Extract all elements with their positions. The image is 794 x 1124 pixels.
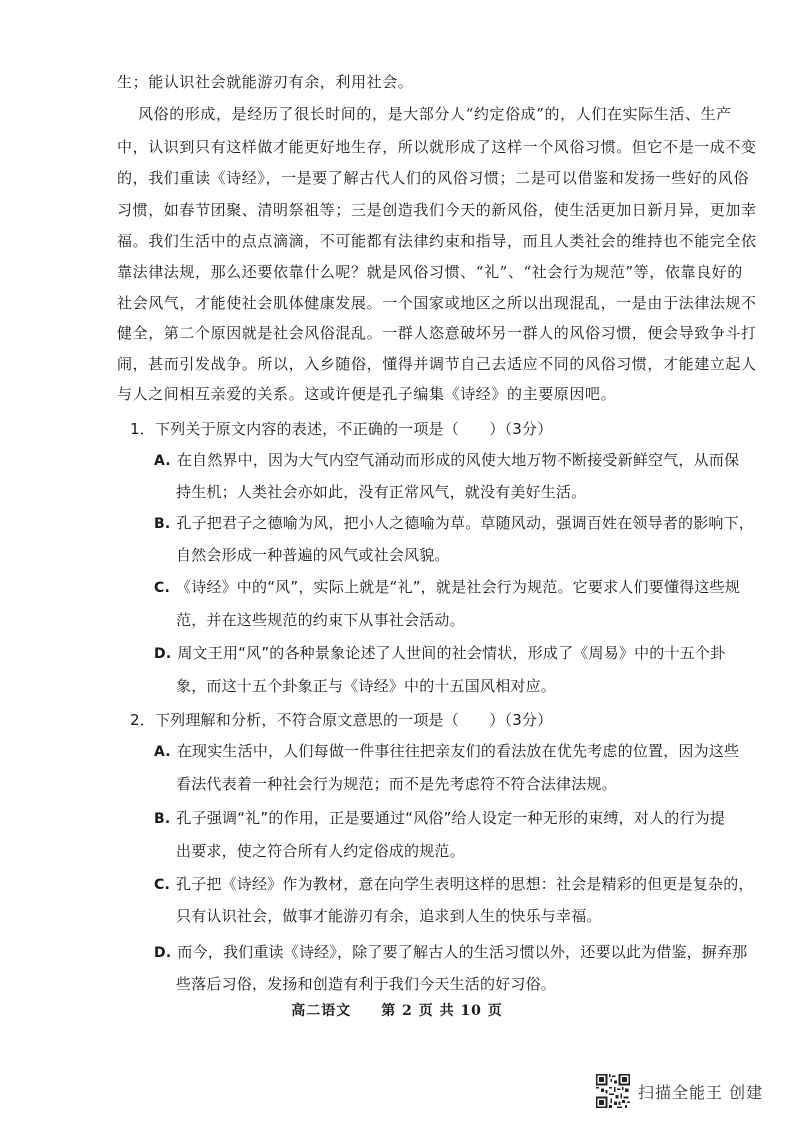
option-letter: B. <box>154 811 171 827</box>
q1-option-c <box>154 577 740 598</box>
passage-line: 福。我们生活中的点点滴滴，不可能都有法律约束和指导，而且人类社会的维持也不能完全依 <box>117 232 757 250</box>
qr-code-icon <box>596 1074 630 1108</box>
q2-option-b <box>154 808 725 829</box>
passage-line: 风俗的形成，是经历了很长时间的，是大部分人“约定俗成”的，人们在实际生活、生产 <box>138 105 732 123</box>
option-text: 而今，我们重读《诗经》，除了要了解古人的生活习惯以外，还要以此为借鉴，摒弃那 <box>177 943 748 961</box>
q1-option-a-cont: 持生机；人类社会亦如此，没有正常风气，就没有美好生活。 <box>176 483 587 501</box>
passage-line: 与人之间相互亲爱的关系。这或许便是孔子编集《诗经》的主要原因吧。 <box>117 385 617 403</box>
q1-option-d <box>154 643 725 664</box>
passage-line: 中，认识到只有这样做才能更好地生存，所以就形成了这样一个风俗习惯。但它不是一成不变 <box>117 138 757 156</box>
q1-option-d-cont: 象，而这十五个卦象正与《诗经》中的十五国风相对应。 <box>176 677 557 695</box>
option-text: 孔子把君子之德喻为风，把小人之德喻为草。草随风动，强调百姓在领导者的影响下， <box>176 514 754 532</box>
option-letter: C. <box>154 580 170 596</box>
passage-line: 的，我们重读《诗经》，一是要了解古代人们的风俗习惯；二是可以借鉴和发扬一些好的风俗 <box>117 169 750 187</box>
option-letter: D. <box>154 646 172 662</box>
passage-line: 生；能认识社会就能游刃有余，利用社会。 <box>117 73 414 91</box>
q1-option-c-cont: 范，并在这些规范的约束下从事社会活动。 <box>176 611 465 629</box>
passage-line: 习惯，如春节团聚、清明祭祖等；三是创造我们今天的新风俗，使生活更加日新月异，更加幸 <box>117 201 757 219</box>
option-text: 《诗经》中的“风”，实际上就是“礼”，就是社会行为规范。它要求人们要懂得这些规 <box>176 578 740 596</box>
scanner-watermark <box>596 1074 763 1108</box>
q2-option-b-cont: 出要求，使之符合所有人约定俗成的规范。 <box>176 842 465 860</box>
passage-line: 闹，甚而引发战争。所以，入乡随俗，懂得并调节自己去适应不同的风俗习惯，才能建立起人 <box>117 355 757 373</box>
q1-option-b <box>154 513 754 534</box>
option-letter: B. <box>154 516 171 532</box>
q1-option-b-cont: 自然会形成一种普遍的风气或社会风貌。 <box>176 546 450 564</box>
passage-line: 社会风气，才能使社会肌体健康发展。一个国家或地区之所以出现混乱，一是由于法律法规不 <box>117 294 757 312</box>
question-2-stem: 2．下列理解和分析，不符合原文意思的一项是（ ）（3分） <box>130 711 553 729</box>
q2-option-c <box>154 874 754 895</box>
option-text: 在现实生活中，人们每做一件事往往把亲友们的看法放在优先考虑的位置，因为这些 <box>176 742 740 760</box>
option-letter: C. <box>154 877 170 893</box>
option-text: 在自然界中，因为大气内空气涌动而形成的风使大地万物不断接受新鲜空气，从而保 <box>176 451 740 469</box>
passage-line: 靠法律法规，那么还要依靠什么呢？就是风俗习惯、“礼”、“社会行为规范”等，依靠良好的 <box>117 263 743 281</box>
option-text: 孔子强调“礼”的作用，正是要通过“风俗”给人设定一种无形的束缚，对人的行为提 <box>176 809 726 827</box>
question-1-stem: 1．下列关于原文内容的表述，不正确的一项是（ ）（3分） <box>130 420 553 438</box>
q2-option-a-cont: 看法代表着一种社会行为规范；而不是先考虑符不符合法律法规。 <box>176 775 617 793</box>
option-text: 孔子把《诗经》作为教材，意在向学生表明这样的思想：社会是精彩的但更是复杂的， <box>176 875 754 893</box>
q2-option-d-cont: 些落后习俗，发扬和创造有利于我们今天生活的好习俗。 <box>176 975 557 993</box>
option-letter: D. <box>154 945 172 961</box>
passage-line: 健全，第二个原因就是社会风俗混乱。一群人恣意破坏另一群人的风俗习惯，便会导致争斗打 <box>117 324 757 342</box>
q1-option-a <box>154 450 739 471</box>
q2-option-d <box>154 942 747 963</box>
option-text: 周文王用“风”的各种景象论述了人世间的社会情状，形成了《周易》中的十五个卦 <box>177 644 726 662</box>
q2-option-a <box>154 741 739 762</box>
page-footer: 高二语文 第 2 页 共 10 页 <box>291 1003 503 1019</box>
q2-option-c-cont: 只有认识社会，做事才能游刃有余，追求到人生的快乐与幸福。 <box>176 907 602 925</box>
scanner-label: 扫描全能王 创建 <box>638 1082 764 1102</box>
option-letter: A. <box>154 453 171 469</box>
option-letter: A. <box>154 744 171 760</box>
